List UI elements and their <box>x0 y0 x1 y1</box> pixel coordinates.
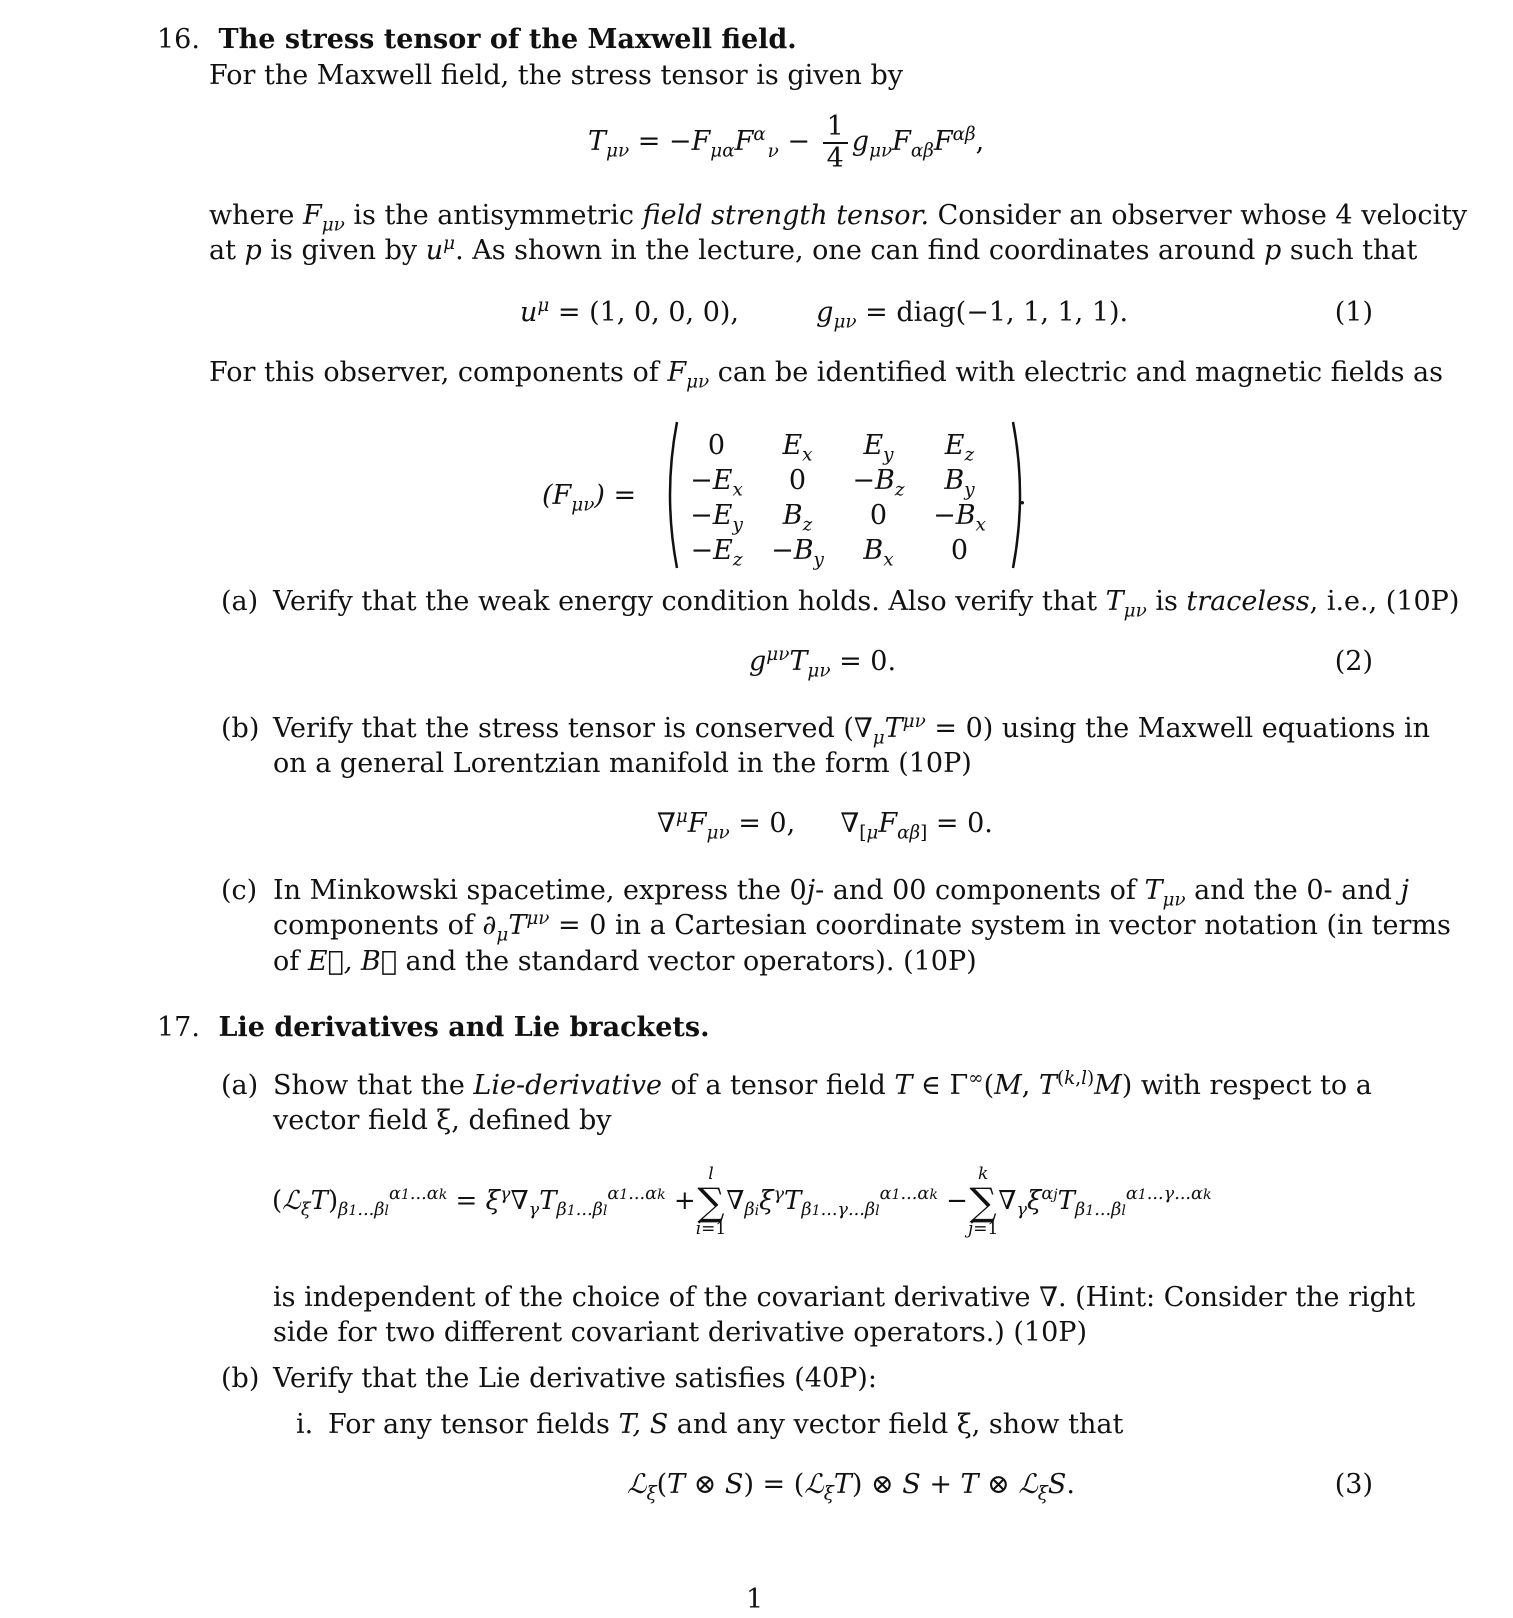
problem-17-part-b-label: (b) <box>221 1363 260 1394</box>
problem-17-part-a-label: (a) <box>221 1070 259 1101</box>
matrix-cell: $-E_y$ <box>690 500 743 536</box>
matrix-cell: $E_y$ <box>863 430 894 466</box>
problem-16-number: 16. <box>157 24 200 55</box>
matrix-cell: $-E_x$ <box>690 465 743 501</box>
matrix-cell: $-B_y$ <box>771 535 824 571</box>
problem-17-part-a-line-2: vector field ξ, defined by <box>273 1105 612 1136</box>
matrix-lhs: $(F_{\mu\nu})$ = <box>542 480 637 516</box>
problem-16-heading <box>157 24 797 55</box>
problem-17-part-a-line-1: Show that the Lie-derivative of a tensor field T ∈ Γ∞(M, T$^{(k,l)}$M) with respect to a <box>273 1068 1372 1101</box>
sub-item-i-label: i. <box>296 1409 314 1440</box>
problem-16-part-c-line-1: In Minkowski spacetime, express the 0j- and 00 components of $T_{\mu\nu}$ and the 0- and j <box>273 875 1409 911</box>
stress-tensor-equation: $T_{\mu\nu} = -F_{\mu\alpha}F^\alpha$ $_\nu$ − $\frac{1}{4}$ $g_{\mu\nu}F_{\alpha\beta}F^{\alpha\beta}$, <box>588 111 985 174</box>
problem-16-part-c-line-2: components of $\partial_\mu T^{\mu\nu} = 0$ in a Cartesian coordinate system in vector notation (in terms <box>273 908 1451 946</box>
matrix-cell: $-E_z$ <box>690 535 743 571</box>
problem-17-number: 17. <box>157 1012 200 1043</box>
matrix-period: . <box>1018 480 1027 511</box>
equation-3: ℒ$_\xi$(T ⊗ S) = (ℒ$_\xi$T) ⊗ S + T ⊗ ℒ$_\xi$S. <box>627 1469 1075 1505</box>
matrix-cell: 0 <box>707 430 726 461</box>
sub-item-i-text: For any tensor fields T, S and any vector field ξ, show that <box>328 1409 1124 1440</box>
matrix-cell: $-B_z$ <box>852 465 905 501</box>
problem-16-part-b-line-2: on a general Lorentzian manifold in the form (10P) <box>273 748 972 779</box>
maxwell-equations: $\nabla^\mu F_{\mu\nu} = 0$, $\nabla_{[\mu}F_{\alpha\beta]} = 0$. <box>657 806 993 844</box>
problem-16-part-c-line-3: of E⃗, B⃗ and the standard vector operators). (10P) <box>273 946 977 977</box>
equation-1: $u^\mu = (1$, 0, 0, 0), $g_{\mu\nu}$ = diag(−1, 1, 1, 1). <box>520 295 1129 333</box>
equation-1-label: (1) <box>1334 297 1373 328</box>
problem-16-part-b-label: (b) <box>221 713 260 744</box>
problem-17-part-a-after-2: side for two different covariant derivative operators.) (10P) <box>273 1317 1087 1348</box>
matrix-cell: 0 <box>950 535 969 566</box>
problem-16-intro: For the Maxwell field, the stress tensor is given by <box>209 60 904 91</box>
problem-16-part-a-label: (a) <box>221 586 259 617</box>
problem-16-title: The stress tensor of the Maxwell field. <box>218 24 797 55</box>
sum-operator-j: k ∑ j=1 <box>967 1164 999 1239</box>
problem-16-part-b-line-1: Verify that the stress tensor is conserved $(\nabla_\mu T^{\mu\nu} = 0)$ using the Maxwell equations in <box>273 711 1431 749</box>
lie-derivative-formula: $(ℒ_\xi T)_{\beta 1...\beta l}^{\alpha 1...\alpha k} = \xi^\gamma\nabla_\gamma T_{\beta 1...\beta l}^{\alpha 1...\alpha k}$ + l ∑ i=1 $\nabla_{\beta i}\xi^\gamma T_{\beta 1...\gamma...\beta l}^{\alpha 1...\alpha k}$ − k ∑ j=1 $\nabla_\gamma\xi^{\alpha j}T_{\beta 1...\beta l}^{\alpha 1...\gamma...\alpha k}$ <box>272 1164 1212 1239</box>
where-line: where $F_{\mu\nu}$ is the antisymmetric field strength tensor. Consider an observer whose 4 velocity <box>209 200 1468 236</box>
matrix-cell: 0 <box>869 500 888 531</box>
matrix-row <box>676 463 1000 498</box>
one-quarter-fraction: $\frac{1}{4}$ <box>823 112 848 173</box>
matrix-cell: $B_x$ <box>863 535 894 571</box>
components-line: For this observer, components of $F_{\mu\nu}$ can be identified with electric and magnetic fields as <box>209 357 1443 393</box>
problem-17-part-b-text: Verify that the Lie derivative satisfies (40P): <box>273 1363 877 1394</box>
equation-2: $g^{\mu\nu}T_{\mu\nu} = 0$. <box>749 644 897 682</box>
problem-17-heading <box>157 1012 710 1043</box>
matrix-row <box>676 498 1000 533</box>
matrix-body <box>676 428 1016 571</box>
sum-operator-i: l ∑ i=1 <box>695 1164 727 1239</box>
matrix-cell: $B_z$ <box>782 500 813 536</box>
equation-3-label: (3) <box>1334 1469 1373 1500</box>
matrix-cell: $E_z$ <box>944 430 975 466</box>
equation-2-label: (2) <box>1334 646 1373 677</box>
problem-16-part-a-text: Verify that the weak energy condition holds. Also verify that $T_{\mu\nu}$ is traceless, i.e., (10P) <box>273 586 1460 622</box>
coordinates-line: at p is given by $u^\mu$. As shown in the lecture, one can find coordinates around p such that <box>209 233 1418 266</box>
matrix-row <box>676 428 1000 463</box>
matrix-row <box>676 533 1000 568</box>
matrix-cell: $B_y$ <box>944 465 975 501</box>
matrix-cell: 0 <box>788 465 807 496</box>
problem-17-title: Lie derivatives and Lie brackets. <box>218 1012 710 1043</box>
page-number: 1 <box>746 1584 764 1615</box>
problem-16-part-c-label: (c) <box>221 875 258 906</box>
problem-17-part-a-after-1: is independent of the choice of the covariant derivative ∇. (Hint: Consider the right <box>273 1282 1416 1313</box>
matrix-cell: $-B_x$ <box>933 500 986 536</box>
matrix-cell: $E_x$ <box>782 430 813 466</box>
